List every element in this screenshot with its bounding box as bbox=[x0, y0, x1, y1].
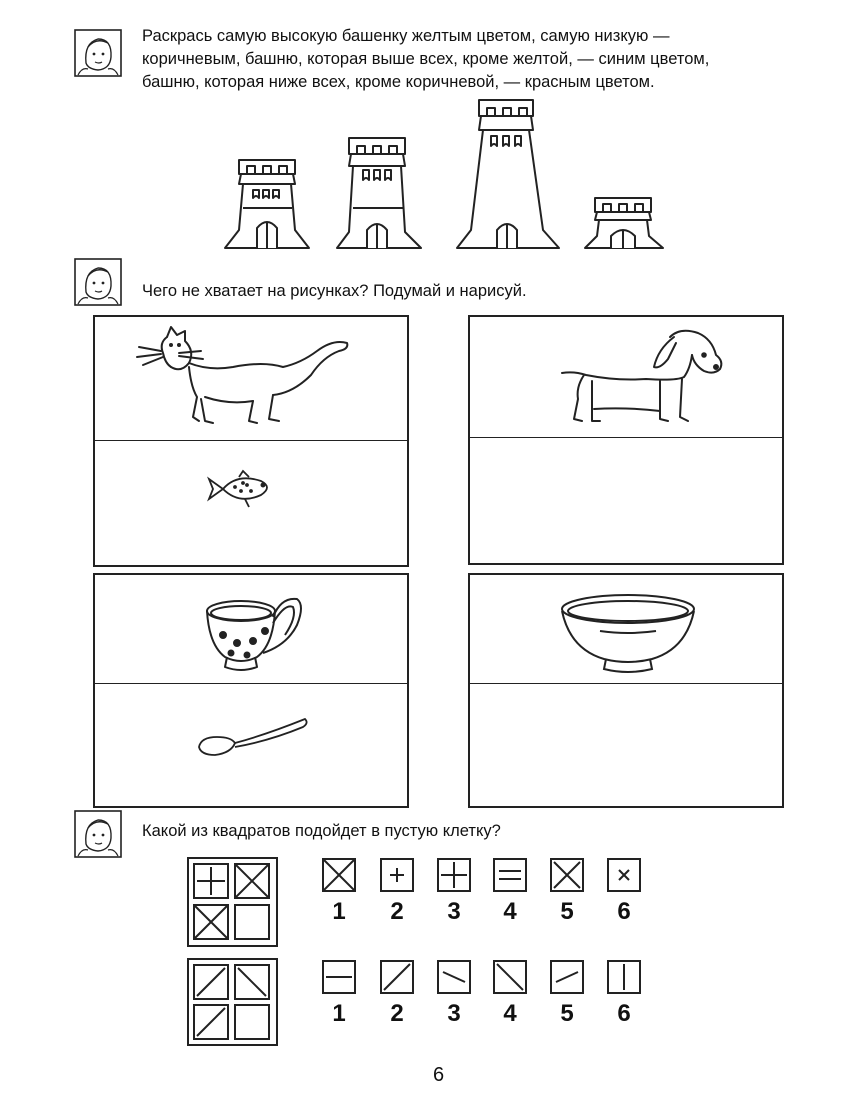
dog-drawing bbox=[556, 325, 736, 430]
row2-option-4-icon[interactable] bbox=[493, 960, 527, 994]
row2-option-3-icon[interactable] bbox=[437, 960, 471, 994]
row1-option-2-number: 2 bbox=[390, 898, 404, 925]
row2-option-2-number: 2 bbox=[390, 1000, 404, 1027]
row2-option-3-number: 3 bbox=[447, 1000, 461, 1027]
panel-bowl-empty bbox=[468, 573, 784, 808]
task-1-instruction bbox=[142, 25, 832, 94]
row1-option-3-icon[interactable] bbox=[437, 858, 471, 892]
panel-cat-fish bbox=[93, 315, 409, 567]
row1-option-4-number: 4 bbox=[503, 898, 517, 925]
tower-tallest bbox=[457, 100, 559, 248]
row2-option-2-icon[interactable] bbox=[380, 960, 414, 994]
row1-option-2-icon[interactable] bbox=[380, 858, 414, 892]
row2-option-1-icon[interactable] bbox=[322, 960, 356, 994]
puzzle-grid-2 bbox=[187, 958, 278, 1046]
bowl-drawing bbox=[556, 591, 706, 676]
tower-lowest bbox=[585, 198, 663, 248]
tower-medium-short bbox=[225, 160, 309, 248]
cup-drawing bbox=[201, 591, 311, 681]
row2-option-1-number: 1 bbox=[332, 1000, 346, 1027]
puzzle-grid-1 bbox=[187, 857, 278, 947]
row2-option-5-icon[interactable] bbox=[550, 960, 584, 994]
fish-drawing bbox=[205, 469, 275, 509]
task-1-line-1: Раскрась самую высокую башенку желтым цветом, самую низкую — bbox=[142, 27, 670, 45]
row2-option-6-icon[interactable] bbox=[607, 960, 641, 994]
task-2-instruction: Чего не хватает на рисунках? Подумай и нарисуй. bbox=[142, 282, 527, 300]
row1-option-5-number: 5 bbox=[560, 898, 574, 925]
row1-option-4-icon[interactable] bbox=[493, 858, 527, 892]
row2-option-6-number: 6 bbox=[617, 1000, 631, 1027]
child-face-icon bbox=[74, 29, 122, 77]
row1-option-3-number: 3 bbox=[447, 898, 461, 925]
row1-option-6-icon[interactable] bbox=[607, 858, 641, 892]
row2-option-5-number: 5 bbox=[560, 1000, 574, 1027]
tower-medium-tall bbox=[337, 138, 421, 248]
task-1-line-2: коричневым, башню, которая выше всех, кроме желтой, — синим цветом, bbox=[142, 50, 710, 68]
spoon-drawing bbox=[195, 715, 315, 765]
child-face-icon bbox=[74, 810, 122, 858]
row2-option-4-number: 4 bbox=[503, 1000, 517, 1027]
row1-option-5-icon[interactable] bbox=[550, 858, 584, 892]
panel-cup-spoon bbox=[93, 573, 409, 808]
task-1-line-3: башню, которая ниже всех, кроме коричневой, — красным цветом. bbox=[142, 73, 655, 91]
towers-illustration bbox=[225, 98, 675, 258]
child-face-icon bbox=[74, 258, 122, 306]
page-number: 6 bbox=[433, 1064, 445, 1086]
cat-drawing bbox=[133, 321, 363, 436]
panel-dog-empty bbox=[468, 315, 784, 565]
row1-option-1-icon[interactable] bbox=[322, 858, 356, 892]
row1-option-1-number: 1 bbox=[332, 898, 346, 925]
task-3-instruction: Какой из квадратов подойдет в пустую клетку? bbox=[142, 822, 501, 840]
row1-option-6-number: 6 bbox=[617, 898, 631, 925]
